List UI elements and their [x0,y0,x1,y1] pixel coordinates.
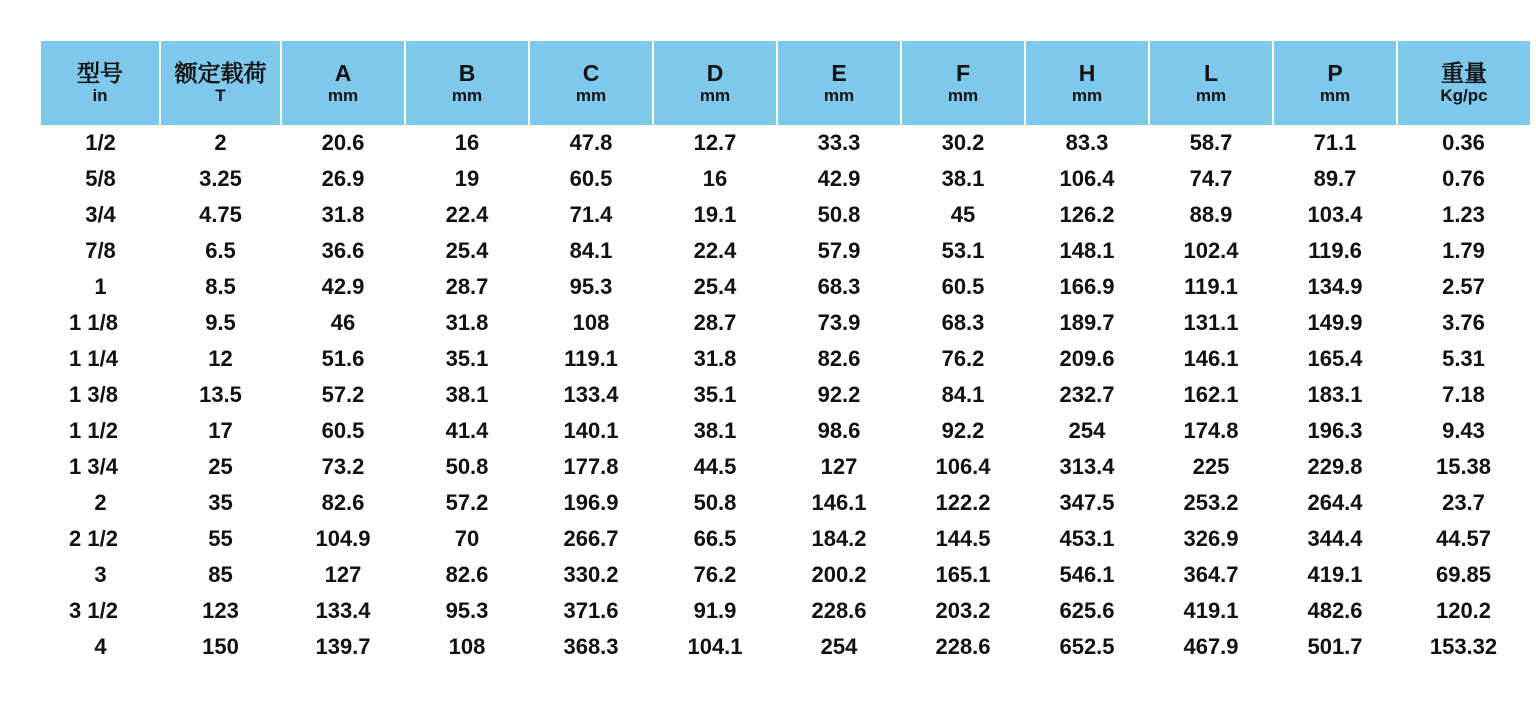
size-cell: 3/4 [85,202,116,227]
column-header-label: 额定载荷 [174,60,267,86]
value-cell: 122.2 [935,490,991,515]
size-cell: 2 [94,490,107,515]
value-cell: 36.6 [321,238,365,263]
value-cell: 60.5 [941,274,985,299]
value-cell: 254 [1068,418,1106,443]
value-cell: 146.1 [811,490,867,515]
column-header-label: F [955,60,971,86]
value-cell: 165.1 [935,562,991,587]
value-cell: 264.4 [1307,490,1363,515]
value-cell: 9.5 [205,310,236,335]
value-cell: 98.6 [817,418,861,443]
value-cell: 166.9 [1059,274,1115,299]
value-cell: 73.2 [321,454,365,479]
size-cell: 7/8 [85,238,116,263]
value-cell: 84.1 [941,382,985,407]
value-cell: 134.9 [1307,274,1363,299]
value-cell: 60.5 [569,166,613,191]
value-cell: 9.43 [1442,418,1485,443]
value-cell: 58.7 [1189,130,1233,155]
column-header [41,41,160,125]
value-cell: 35.1 [693,382,737,407]
value-cell: 31.8 [445,310,489,335]
column-header [1397,41,1530,125]
column-header [1025,41,1149,125]
value-cell: 92.2 [817,382,861,407]
value-cell: 133.4 [563,382,619,407]
column-header-unit: mm [699,86,731,105]
value-cell: 368.3 [563,634,619,659]
value-cell: 50.8 [693,490,737,515]
value-cell: 15.38 [1435,454,1492,479]
column-header-label: P [1327,60,1343,86]
value-cell: 68.3 [941,310,985,335]
value-cell: 19.1 [693,202,737,227]
column-header-label: C [582,60,600,86]
column-header-unit: mm [823,86,855,105]
value-cell: 119.1 [1184,274,1238,299]
size-cell: 1 1/4 [69,346,118,371]
spec-table [41,41,1530,665]
table-row [41,197,1530,233]
value-cell: 108 [572,310,610,335]
size-cell: 1 1/2 [69,418,118,443]
column-header [901,41,1025,125]
value-cell: 25.4 [445,238,489,263]
value-cell: 12.7 [693,130,737,155]
value-cell: 153.32 [1429,634,1498,659]
value-cell: 120.2 [1435,598,1492,623]
value-cell: 85 [208,562,233,587]
value-cell: 131.1 [1183,310,1239,335]
value-cell: 144.5 [935,526,991,551]
value-cell: 501.7 [1307,634,1363,659]
value-cell: 225 [1192,454,1230,479]
value-cell: 82.6 [445,562,489,587]
size-cell: 3 1/2 [69,598,118,623]
column-header-label: D [706,60,724,86]
value-cell: 1.23 [1442,202,1485,227]
value-cell: 51.6 [321,346,365,371]
column-header-unit: Kg/pc [1440,86,1488,105]
table-row [41,233,1530,269]
value-cell: 82.6 [817,346,861,371]
value-cell: 326.9 [1183,526,1239,551]
value-cell: 28.7 [693,310,737,335]
value-cell: 17 [208,418,233,443]
value-cell: 254 [820,634,858,659]
value-cell: 89.7 [1313,166,1357,191]
column-header-unit: mm [1319,86,1351,105]
value-cell: 42.9 [321,274,365,299]
spec-table-container [41,41,1527,665]
table-row [41,377,1530,413]
value-cell: 50.8 [445,454,489,479]
size-cell: 2 1/2 [69,526,118,551]
value-cell: 57.9 [817,238,861,263]
column-header-label: B [458,60,476,86]
table-row [41,269,1530,305]
value-cell: 196.9 [563,490,619,515]
value-cell: 344.4 [1307,526,1363,551]
value-cell: 139.7 [315,634,371,659]
value-cell: 88.9 [1189,202,1233,227]
value-cell: 313.4 [1059,454,1115,479]
value-cell: 2 [214,130,227,155]
value-cell: 119.1 [564,346,618,371]
value-cell: 162.1 [1183,382,1239,407]
value-cell: 92.2 [941,418,985,443]
value-cell: 38.1 [941,166,985,191]
value-cell: 47.8 [569,130,613,155]
value-cell: 103.4 [1307,202,1363,227]
column-header [1149,41,1273,125]
value-cell: 177.8 [563,454,619,479]
value-cell: 68.3 [817,274,861,299]
value-cell: 189.7 [1059,310,1115,335]
column-header-unit: T [215,86,226,105]
value-cell: 31.8 [321,202,365,227]
value-cell: 76.2 [693,562,737,587]
value-cell: 30.2 [941,130,985,155]
value-cell: 60.5 [321,418,365,443]
table-row [41,629,1530,665]
value-cell: 419.1 [1307,562,1363,587]
value-cell: 22.4 [693,238,737,263]
value-cell: 5.31 [1442,346,1485,371]
column-header [160,41,281,125]
column-header [281,41,405,125]
value-cell: 229.8 [1307,454,1363,479]
value-cell: 0.76 [1442,166,1485,191]
value-cell: 196.3 [1307,418,1363,443]
value-cell: 183.1 [1307,382,1363,407]
value-cell: 2.57 [1442,274,1485,299]
value-cell: 70 [454,526,480,551]
table-row [41,557,1530,593]
value-cell: 44.57 [1435,526,1492,551]
value-cell: 133.4 [315,598,371,623]
value-cell: 330.2 [563,562,619,587]
column-header-label: E [831,60,847,86]
value-cell: 104.1 [687,634,743,659]
size-cell: 1/2 [85,130,116,155]
column-header [405,41,529,125]
value-cell: 146.1 [1183,346,1239,371]
value-cell: 13.5 [199,382,242,407]
value-cell: 26.9 [321,166,365,191]
value-cell: 3.25 [199,166,242,191]
value-cell: 4.75 [199,202,242,227]
value-cell: 174.8 [1183,418,1239,443]
column-header-unit: mm [1195,86,1227,105]
value-cell: 46 [330,310,356,335]
value-cell: 482.6 [1307,598,1363,623]
value-cell: 0.36 [1442,130,1485,155]
value-cell: 44.5 [693,454,737,479]
column-header-label: H [1078,60,1096,86]
value-cell: 266.7 [563,526,619,551]
value-cell: 57.2 [445,490,489,515]
column-header [1273,41,1397,125]
value-cell: 82.6 [321,490,365,515]
value-cell: 53.1 [941,238,985,263]
value-cell: 347.5 [1059,490,1115,515]
column-header-label: 重量 [1441,60,1487,86]
value-cell: 84.1 [569,238,613,263]
value-cell: 57.2 [321,382,365,407]
value-cell: 6.5 [205,238,236,263]
value-cell: 35 [208,490,233,515]
value-cell: 364.7 [1183,562,1239,587]
value-cell: 73.9 [817,310,861,335]
column-header-unit: mm [575,86,607,105]
value-cell: 104.9 [315,526,371,551]
value-cell: 106.4 [935,454,991,479]
table-row [41,161,1530,197]
value-cell: 23.7 [1442,490,1485,515]
column-header-unit: mm [947,86,979,105]
value-cell: 148.1 [1059,238,1115,263]
value-cell: 33.3 [817,130,861,155]
value-cell: 31.8 [693,346,737,371]
value-cell: 127 [324,562,362,587]
value-cell: 119.6 [1308,238,1362,263]
column-header-unit: mm [1071,86,1103,105]
value-cell: 232.7 [1059,382,1115,407]
value-cell: 55 [208,526,233,551]
value-cell: 228.6 [935,634,991,659]
column-header-label: A [334,60,352,86]
value-cell: 108 [448,634,486,659]
value-cell: 165.4 [1307,346,1363,371]
value-cell: 106.4 [1059,166,1115,191]
value-cell: 42.9 [817,166,861,191]
value-cell: 467.9 [1183,634,1239,659]
table-row [41,449,1530,485]
column-header-unit: mm [451,86,483,105]
value-cell: 200.2 [811,562,867,587]
value-cell: 8.5 [205,274,236,299]
value-cell: 91.9 [693,598,737,623]
value-cell: 209.6 [1059,346,1115,371]
table-row [41,593,1530,629]
value-cell: 95.3 [445,598,489,623]
value-cell: 50.8 [817,202,861,227]
value-cell: 19 [454,166,480,191]
value-cell: 453.1 [1059,526,1115,551]
value-cell: 76.2 [941,346,985,371]
value-cell: 16 [702,166,728,191]
value-cell: 3.76 [1442,310,1485,335]
table-row [41,125,1530,161]
value-cell: 38.1 [693,418,737,443]
value-cell: 1.79 [1442,238,1485,263]
table-row [41,521,1530,557]
value-cell: 140.1 [563,418,619,443]
value-cell: 25 [208,454,233,479]
value-cell: 625.6 [1059,598,1115,623]
value-cell: 22.4 [445,202,489,227]
table-row [41,305,1530,341]
value-cell: 126.2 [1059,202,1115,227]
value-cell: 66.5 [693,526,737,551]
value-cell: 546.1 [1059,562,1115,587]
value-cell: 45 [950,202,976,227]
column-header-label: L [1203,60,1219,86]
value-cell: 184.2 [811,526,867,551]
table-body [41,125,1530,665]
column-header [777,41,901,125]
value-cell: 7.18 [1442,382,1485,407]
value-cell: 652.5 [1059,634,1115,659]
value-cell: 123 [202,598,239,623]
value-cell: 41.4 [445,418,489,443]
value-cell: 253.2 [1183,490,1239,515]
value-cell: 12 [208,346,233,371]
column-header [653,41,777,125]
table-row [41,485,1530,521]
table-row [41,341,1530,377]
value-cell: 71.4 [569,202,613,227]
value-cell: 83.3 [1065,130,1109,155]
value-cell: 150 [202,634,239,659]
value-cell: 228.6 [811,598,867,623]
value-cell: 127 [820,454,858,479]
value-cell: 35.1 [445,346,489,371]
value-cell: 102.4 [1183,238,1239,263]
size-cell: 1 3/8 [69,382,118,407]
size-cell: 1 1/8 [69,310,118,335]
value-cell: 71.1 [1313,130,1357,155]
column-header [529,41,653,125]
value-cell: 371.6 [563,598,619,623]
size-cell: 1 [94,274,107,299]
size-cell: 4 [94,634,107,659]
value-cell: 203.2 [935,598,991,623]
header-row [41,41,1530,125]
value-cell: 16 [454,130,480,155]
value-cell: 25.4 [693,274,737,299]
size-cell: 1 3/4 [69,454,118,479]
value-cell: 419.1 [1183,598,1239,623]
size-cell: 5/8 [85,166,116,191]
value-cell: 69.85 [1435,562,1492,587]
column-header-unit: in [92,86,108,105]
table-row [41,413,1530,449]
size-cell: 3 [94,562,107,587]
column-header-label: 型号 [77,60,123,86]
value-cell: 149.9 [1307,310,1363,335]
value-cell: 38.1 [445,382,489,407]
value-cell: 20.6 [321,130,365,155]
column-header-unit: mm [327,86,359,105]
value-cell: 74.7 [1189,166,1233,191]
value-cell: 28.7 [445,274,489,299]
value-cell: 95.3 [569,274,613,299]
